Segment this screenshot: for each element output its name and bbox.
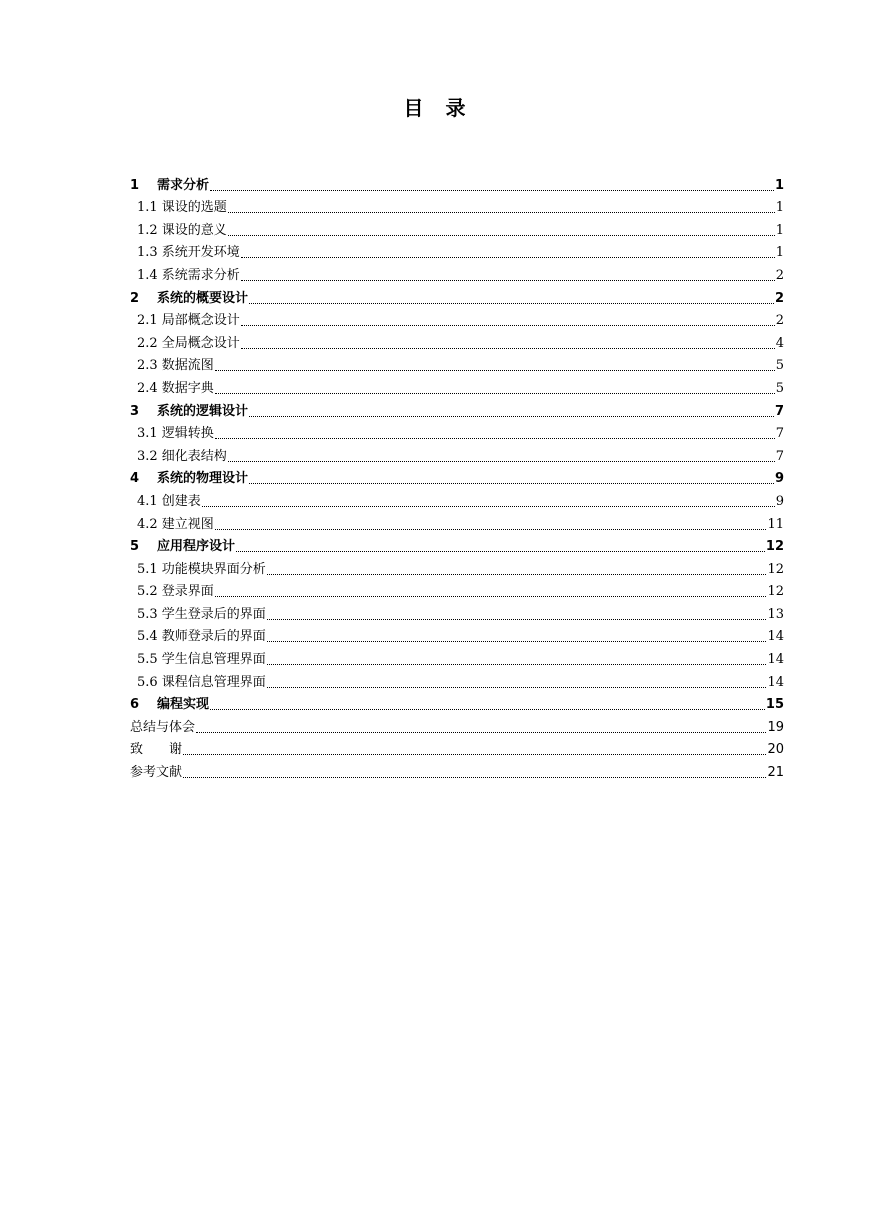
- toc-entry-label: [137, 423, 214, 445]
- toc-entry-label: [137, 581, 214, 603]
- toc-entry-label: [130, 717, 195, 739]
- dot-leader: [196, 730, 766, 733]
- toc-entry-page-number: 14: [767, 674, 784, 690]
- toc-entry[interactable]: [130, 400, 784, 423]
- toc-entry[interactable]: [130, 242, 784, 265]
- dot-leader: [241, 255, 775, 258]
- dot-leader: [210, 707, 765, 710]
- toc-entry-page-number: 7: [774, 403, 784, 419]
- toc-entry-number: 5.4: [137, 629, 158, 645]
- toc-entry-label: [130, 694, 209, 716]
- toc-entry[interactable]: [130, 445, 784, 468]
- toc-entry-page-number: 2: [775, 313, 784, 329]
- toc-entry[interactable]: [130, 761, 784, 784]
- toc-entry-title: 系统需求分析: [161, 267, 240, 283]
- dot-leader: [183, 752, 766, 755]
- toc-entry-page-number: 7: [775, 426, 784, 442]
- toc-entry[interactable]: [130, 310, 784, 333]
- toc-entry-number: 5.2: [137, 584, 158, 600]
- dot-leader: [267, 685, 767, 688]
- toc-entry-page-number: 21: [767, 765, 784, 781]
- toc-entry[interactable]: [130, 377, 784, 400]
- toc-entry-number: 5: [130, 539, 140, 555]
- toc-entry-page-number: 9: [774, 471, 784, 487]
- dot-leader: [183, 775, 766, 778]
- toc-entry-title: 编程实现: [157, 697, 210, 713]
- dot-leader: [215, 594, 767, 597]
- toc-entry-page-number: 12: [767, 584, 784, 600]
- toc-entry-number: 1.4: [137, 267, 158, 283]
- dot-leader: [215, 436, 775, 439]
- dot-leader: [267, 639, 767, 642]
- toc-entry-label: [130, 288, 248, 310]
- toc-entry[interactable]: [130, 332, 784, 355]
- toc-entry-page-number: 5: [775, 358, 784, 374]
- toc-entry-label: [130, 536, 235, 558]
- toc-entry-label: [137, 649, 266, 671]
- toc-entry-number: 2.1: [137, 313, 158, 329]
- toc-entry-title: 课设的选题: [161, 200, 227, 216]
- toc-entry-title: 全局概念设计: [161, 335, 240, 351]
- toc-entry-title: 建立视图: [161, 516, 214, 532]
- toc-entry-number: 6: [130, 697, 140, 713]
- toc-entry-title: 课设的意义: [161, 222, 227, 238]
- toc-entry-title: 学生信息管理界面: [161, 652, 266, 668]
- toc-entry-number: 1.2: [137, 222, 158, 238]
- toc-entry-page-number: 7: [775, 448, 784, 464]
- toc-entry-number: 2.4: [137, 380, 158, 396]
- toc-entry[interactable]: [130, 287, 784, 310]
- toc-entry[interactable]: [130, 739, 784, 762]
- toc-entry-page-number: 9: [775, 493, 784, 509]
- toc-entry-number: 5.1: [137, 561, 158, 577]
- dot-leader: [228, 233, 775, 236]
- dot-leader: [215, 368, 775, 371]
- toc-entry-title: 逻辑转换: [161, 426, 214, 442]
- toc-entry-title: 系统的物理设计: [157, 471, 249, 487]
- dot-leader: [241, 323, 775, 326]
- toc-entry[interactable]: [130, 219, 784, 242]
- toc-entry-number: 5.6: [137, 674, 158, 690]
- toc-entry-page-number: 12: [765, 539, 784, 555]
- toc-entry-page-number: 19: [767, 719, 784, 735]
- toc-entry-page-number: 20: [767, 742, 784, 758]
- toc-entry[interactable]: [130, 264, 784, 287]
- dot-leader: [267, 617, 767, 620]
- toc-entry-title: 数据流图: [161, 358, 214, 374]
- toc-entry[interactable]: [130, 423, 784, 446]
- toc-entry-number: 5.3: [137, 606, 158, 622]
- dot-leader: [267, 662, 767, 665]
- toc-entry[interactable]: [130, 603, 784, 626]
- toc-entry-page-number: 11: [767, 516, 784, 532]
- toc-entry-number: 1.1: [137, 200, 158, 216]
- toc-entry-page-number: 14: [767, 629, 784, 645]
- toc-entry[interactable]: [130, 716, 784, 739]
- toc-entry[interactable]: [130, 648, 784, 671]
- toc-entry-title: 学生登录后的界面: [161, 606, 266, 622]
- dot-leader: [249, 414, 774, 417]
- toc-entry-page-number: 14: [767, 652, 784, 668]
- toc-entry-page-number: 12: [767, 561, 784, 577]
- dot-leader: [210, 188, 774, 191]
- toc-entry-label: [137, 514, 214, 536]
- toc-entry-title: 总结与体会: [130, 719, 196, 735]
- toc-entry[interactable]: [130, 626, 784, 649]
- dot-leader: [228, 459, 775, 462]
- dot-leader: [202, 504, 775, 507]
- dot-leader: [267, 572, 767, 575]
- toc-entry-page-number: 13: [767, 606, 784, 622]
- toc-entry-page-number: 1: [775, 200, 784, 216]
- title-char-1: 目: [403, 96, 424, 120]
- toc-entry-label: [137, 559, 266, 581]
- toc-entry-label: [130, 401, 248, 423]
- toc-entry-title: 系统开发环境: [161, 245, 240, 261]
- title-char-2: 录: [445, 96, 466, 120]
- toc-entry-title: 局部概念设计: [161, 313, 240, 329]
- toc-entry-label: [137, 626, 266, 648]
- toc-entry-label: [137, 220, 227, 242]
- toc-entry-page-number: 1: [775, 245, 784, 261]
- toc-entry-label: [137, 242, 240, 264]
- toc-entry[interactable]: [130, 513, 784, 536]
- toc-entry-number: 3: [130, 403, 140, 419]
- toc-entry[interactable]: [130, 694, 784, 717]
- toc-entry-label: [137, 310, 240, 332]
- toc-entry-title: 课程信息管理界面: [161, 674, 266, 690]
- toc-entry[interactable]: [130, 490, 784, 513]
- table-of-contents: [130, 174, 784, 784]
- toc-entry-page-number: 2: [774, 290, 784, 306]
- dot-leader: [215, 527, 767, 530]
- toc-entry-label: [130, 762, 182, 784]
- toc-entry-label: [137, 333, 240, 355]
- toc-entry-page-number: 5: [775, 380, 784, 396]
- page-title: [0, 92, 869, 121]
- toc-entry-title: 应用程序设计: [157, 539, 236, 555]
- toc-entry-page-number: 1: [774, 177, 784, 193]
- dot-leader: [241, 346, 775, 349]
- toc-entry-number: 1: [130, 177, 140, 193]
- toc-entry[interactable]: [130, 197, 784, 220]
- toc-entry-number: 4: [130, 471, 140, 487]
- toc-entry-label: [130, 175, 209, 197]
- toc-entry[interactable]: [130, 558, 784, 581]
- toc-entry-label: [137, 355, 214, 377]
- toc-entry-title: 功能模块界面分析: [161, 561, 266, 577]
- toc-entry[interactable]: [130, 671, 784, 694]
- toc-entry-title: 系统的概要设计: [157, 290, 249, 306]
- toc-entry-label: [137, 265, 240, 287]
- toc-entry[interactable]: [130, 174, 784, 197]
- toc-entry-number: 3.2: [137, 448, 158, 464]
- toc-entry-label: [137, 491, 201, 513]
- dot-leader: [228, 210, 775, 213]
- toc-entry[interactable]: [130, 355, 784, 378]
- toc-entry-label: [130, 468, 248, 490]
- toc-entry-number: 3.1: [137, 426, 158, 442]
- toc-entry-page-number: 15: [765, 697, 784, 713]
- dot-leader: [241, 278, 775, 281]
- toc-entry[interactable]: [130, 581, 784, 604]
- toc-entry-title: 细化表结构: [161, 448, 227, 464]
- toc-entry-number: 2.2: [137, 335, 158, 351]
- dot-leader: [236, 549, 765, 552]
- dot-leader: [215, 391, 775, 394]
- toc-entry-label: [137, 604, 266, 626]
- toc-entry-title: 数据字典: [161, 380, 214, 396]
- toc-entry[interactable]: [130, 468, 784, 491]
- toc-entry-label: [137, 672, 266, 694]
- toc-entry-title: 创建表: [161, 493, 201, 509]
- dot-leader: [249, 301, 774, 304]
- toc-entry-title: 系统的逻辑设计: [157, 403, 249, 419]
- toc-entry-title: 致 谢: [130, 742, 183, 758]
- toc-entry-label: [137, 446, 227, 468]
- toc-entry-label: [137, 197, 227, 219]
- toc-entry-label: [130, 739, 182, 761]
- toc-entry-page-number: 1: [775, 222, 784, 238]
- toc-entry-label: [137, 378, 214, 400]
- toc-entry-title: 参考文献: [130, 765, 183, 781]
- dot-leader: [249, 481, 774, 484]
- toc-entry-number: 4.1: [137, 493, 158, 509]
- toc-entry-number: 1.3: [137, 245, 158, 261]
- toc-entry-page-number: 2: [775, 267, 784, 283]
- toc-entry-page-number: 4: [775, 335, 784, 351]
- toc-entry-number: 4.2: [137, 516, 158, 532]
- toc-entry[interactable]: [130, 536, 784, 559]
- toc-entry-number: 2.3: [137, 358, 158, 374]
- toc-entry-title: 登录界面: [161, 584, 214, 600]
- toc-entry-title: 教师登录后的界面: [161, 629, 266, 645]
- toc-entry-number: 2: [130, 290, 140, 306]
- toc-entry-number: 5.5: [137, 652, 158, 668]
- toc-entry-title: 需求分析: [157, 177, 210, 193]
